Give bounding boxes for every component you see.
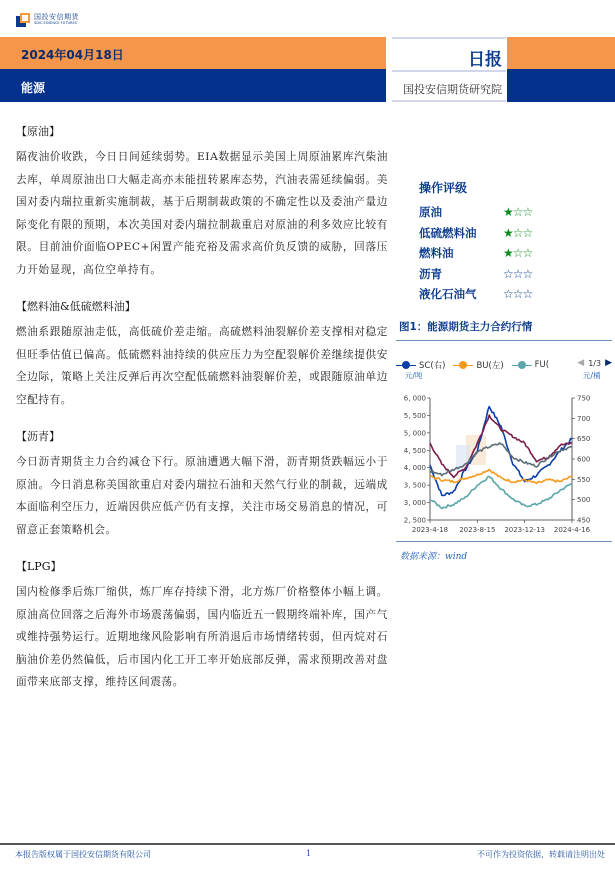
header-band-blue: [0, 69, 386, 102]
svg-text:600: 600: [577, 455, 591, 464]
rating-row-lpg: [419, 284, 599, 305]
header-band-orange-right: [507, 37, 615, 69]
legend-pager: [577, 358, 612, 368]
star-rating-icon: ★☆☆: [503, 225, 533, 240]
svg-text:3, 500: 3, 500: [403, 481, 426, 490]
svg-text:5, 000: 5, 000: [403, 429, 426, 438]
left-axis-unit: 元/吨: [405, 371, 423, 380]
rating-row-fuel-oil: [419, 243, 599, 264]
section-text: 国内检修季后炼厂缩供，炼厂库存持续下滑，北方炼厂价格整体小幅上调。原油高位回落之后海外市场震荡偏弱，国内临近五一假期终端补库，国产气或维持强势运行。近期地缘风险影响有所消退后市场情绪转弱，但丙烷对石脑油价差仍然偏低，后市国内化工开工率开始底部反弹，需求预期改善对盘面带来底部支撑，维持区间震荡。: [16, 586, 388, 688]
section-fuel-oil: [16, 299, 388, 411]
energy-futures-chart: [396, 390, 614, 540]
divider: [396, 340, 612, 341]
section-asphalt: [16, 429, 388, 541]
rating-row-asphalt: [419, 264, 599, 285]
report-sector: 能源: [21, 81, 46, 95]
report-title-box: [389, 37, 506, 102]
section-title: 【LPG】: [16, 560, 62, 573]
svg-text:450: 450: [577, 516, 591, 525]
logo-mark-icon: [16, 13, 30, 27]
rating-label: 燃料油: [419, 246, 454, 261]
legend-item-sc[interactable]: [396, 359, 445, 371]
line-chart: [396, 390, 614, 540]
section-text: 今日沥青期货主力合约减仓下行。原油遭遇大幅下滑，沥青期货跌幅远小于原油。今日消息称美国欲重启对委内瑞拉石油和天然气行业的制裁，远端成本面临利空压力，近端因供应低产仍有支撑，关注市场交易消息的情况，可留意正套策略机会。: [16, 456, 388, 536]
section-title: 【沥青】: [16, 430, 60, 443]
legend-prev-icon[interactable]: ◀: [577, 358, 585, 368]
footer-divider: [0, 843, 615, 845]
svg-text:550: 550: [577, 475, 591, 484]
svg-text:650: 650: [577, 435, 591, 444]
legend-next-icon[interactable]: ▶: [605, 358, 612, 368]
rating-label: 原油: [419, 205, 442, 220]
report-date: 2024年04月18日: [21, 48, 124, 62]
legend-line-icon: [396, 361, 416, 369]
legend-item-bu[interactable]: [453, 359, 503, 371]
svg-text:700: 700: [577, 414, 591, 423]
section-text: 隔夜油价收跌，今日日间延续弱势。EIA数据显示美国上周原油累库汽柴油去库，单周原油出口大幅走高亦未能扭转累库态势，汽油表需延续偏弱。美国对委内瑞拉重新实施制裁，基于后期制裁政策的不确定性以及委油产量边际变化有限的预期，本次美国对委内瑞拉制裁重启对原油的利多效应比较有限。目前油价面临OPEC+闲置产能充裕及需求高价负反馈的威胁，回落压力开始显现，高位空单持有。: [16, 151, 388, 276]
report-type: 日报: [468, 50, 502, 70]
star-rating-icon: ★☆☆: [503, 246, 533, 261]
svg-text:500: 500: [577, 496, 591, 505]
svg-text:2023-12-13: 2023-12-13: [504, 526, 546, 534]
page-number: 1: [306, 849, 312, 858]
series-line: [430, 415, 572, 477]
data-source: 数据来源：wind: [400, 552, 468, 562]
rating-table: [419, 180, 599, 305]
divider: [392, 100, 506, 102]
svg-text:2023-4-18: 2023-4-18: [411, 526, 449, 534]
company-logo: [16, 10, 79, 30]
footer-copyright: 本报告版权属于国投安信期货有限公司: [15, 850, 151, 859]
legend-page: 1/3: [588, 358, 602, 368]
svg-text:2, 500: 2, 500: [403, 516, 426, 525]
svg-text:2024-4-16: 2024-4-16: [553, 526, 591, 534]
rating-row-lsfo: [419, 223, 599, 244]
rating-row-crude: [419, 202, 599, 223]
legend-item-fu[interactable]: [512, 360, 549, 370]
section-crude-oil: [16, 124, 388, 281]
legend-line-icon: [453, 361, 473, 369]
legend-label: FU(: [534, 360, 550, 370]
section-text: 燃油系跟随原油走低，高低硫价差走缩。高硫燃料油裂解价差支撑相对稳定但旺季估值已偏高。低硫燃料油持续的供应压力为空配裂解价差继续提供安全边际，策略上关注反弹后再次空配低硫燃料油裂解价差，或跟随原油单边空配持有。: [16, 326, 388, 406]
rating-title: 操作评级: [419, 181, 468, 195]
legend-label: BU(左): [476, 361, 504, 371]
divider: [396, 541, 612, 542]
rating-label: 液化石油气: [419, 287, 477, 302]
svg-text:2023-8-15: 2023-8-15: [459, 526, 496, 534]
series-line: [430, 443, 572, 476]
chart-legend: [396, 358, 614, 372]
svg-text:750: 750: [577, 394, 591, 403]
section-title: 【原油】: [16, 125, 60, 138]
rating-label: 低硫燃料油: [419, 225, 477, 240]
section-lpg: [16, 559, 388, 694]
footer-disclaimer: 不可作为投资依据，转载请注明出处: [477, 850, 605, 859]
star-rating-icon: ★☆☆: [503, 205, 533, 220]
star-rating-icon: ☆☆☆: [503, 266, 533, 281]
svg-text:3, 000: 3, 000: [403, 499, 426, 508]
divider: [392, 37, 506, 39]
svg-text:4, 000: 4, 000: [403, 464, 426, 473]
divider: [392, 70, 506, 72]
svg-text:6, 000: 6, 000: [403, 394, 426, 403]
right-axis-unit: 元/桶: [583, 371, 601, 380]
svg-text:4, 500: 4, 500: [403, 446, 426, 455]
logo-name-en: SDIC ESSENCE FUTURES: [34, 21, 77, 26]
svg-text:5, 500: 5, 500: [403, 411, 426, 420]
figure-title: 图1：能源期货主力合约行情: [399, 321, 533, 333]
header-band-blue-right: [507, 69, 615, 102]
star-rating-icon: ☆☆☆: [503, 287, 533, 302]
logo-name-cn: 国投安信期货: [34, 13, 79, 22]
legend-line-icon: [512, 361, 532, 369]
legend-label: SC(右): [419, 361, 446, 371]
institute-name: 国投安信期货研究院: [403, 83, 502, 96]
report-body: [16, 124, 388, 712]
section-title: 【燃料油&低硫燃料油】: [16, 300, 136, 313]
rating-label: 沥青: [419, 266, 442, 281]
